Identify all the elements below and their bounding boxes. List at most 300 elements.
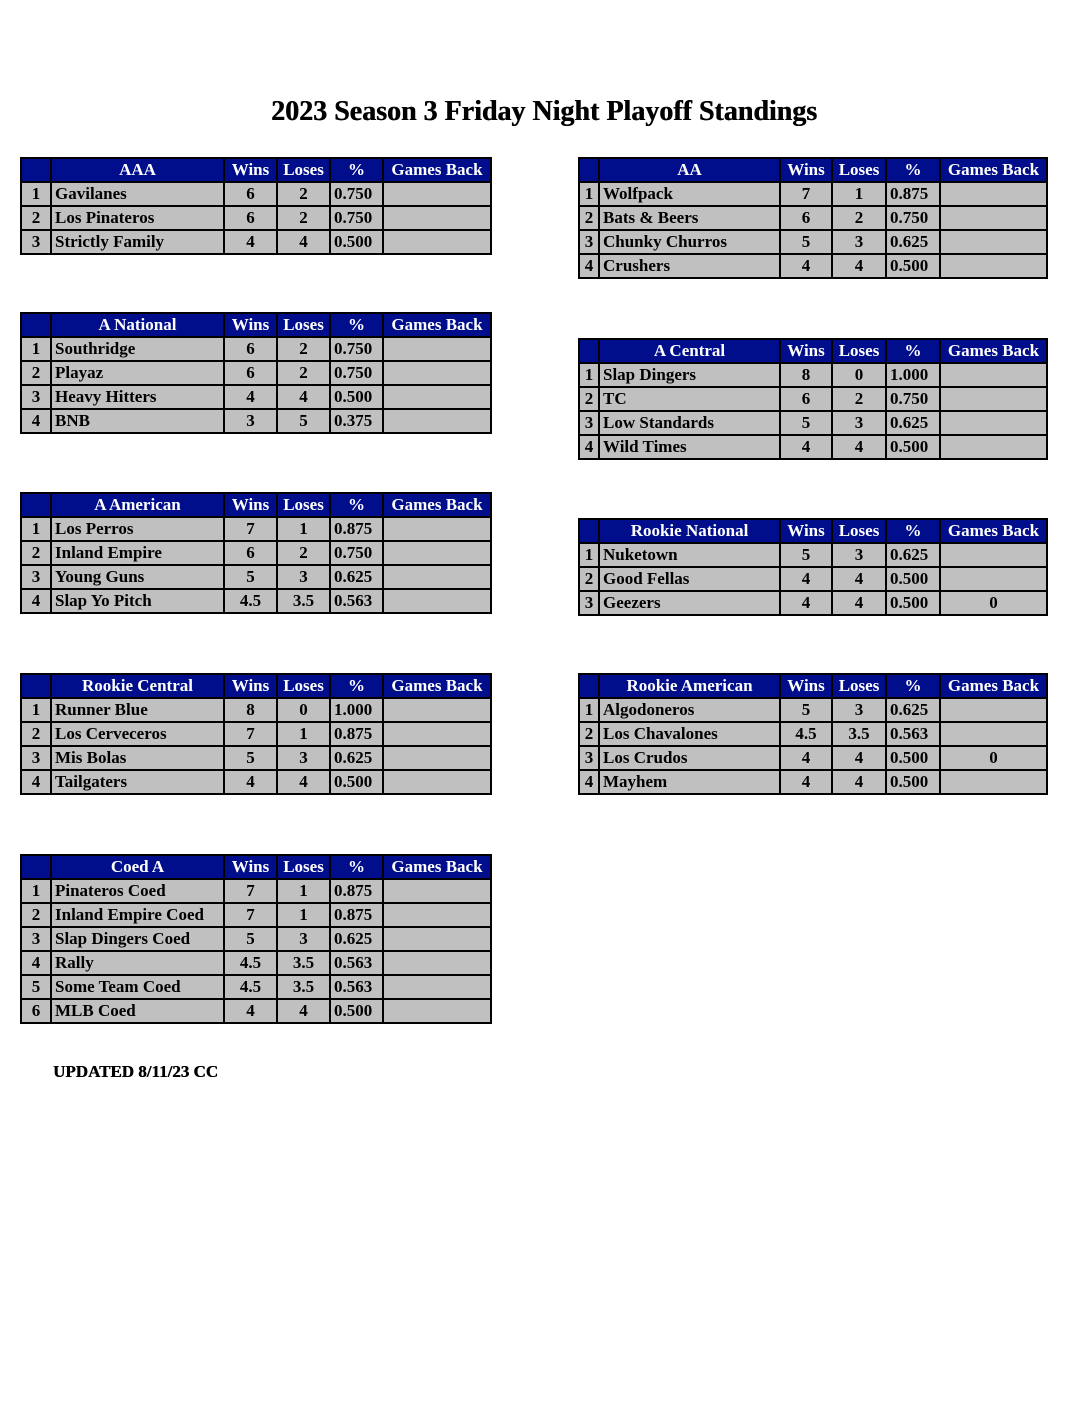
rank-cell: 4 xyxy=(21,770,51,794)
pct-cell: 0.750 xyxy=(886,387,940,411)
header-pct: % xyxy=(886,519,940,543)
header-games-back: Games Back xyxy=(383,493,491,517)
team-row xyxy=(579,746,1047,770)
header-rank-cell xyxy=(21,158,51,182)
games-back-cell xyxy=(383,337,491,361)
loses-cell: 3 xyxy=(832,698,886,722)
header-loses: Loses xyxy=(277,674,330,698)
team-name: Tailgaters xyxy=(51,770,224,794)
loses-cell: 4 xyxy=(277,385,330,409)
games-back-cell xyxy=(383,409,491,433)
loses-cell: 3.5 xyxy=(277,975,330,999)
games-back-cell xyxy=(940,230,1047,254)
team-row xyxy=(579,182,1047,206)
header-wins: Wins xyxy=(780,339,832,363)
games-back-cell xyxy=(383,541,491,565)
rank-cell: 5 xyxy=(21,975,51,999)
games-back-cell xyxy=(383,879,491,903)
team-row xyxy=(21,879,491,903)
wins-cell: 5 xyxy=(780,230,832,254)
rank-cell: 2 xyxy=(21,361,51,385)
header-pct: % xyxy=(886,339,940,363)
header-wins: Wins xyxy=(780,674,832,698)
loses-cell: 1 xyxy=(277,879,330,903)
games-back-cell xyxy=(383,182,491,206)
games-back-cell xyxy=(940,567,1047,591)
games-back-cell xyxy=(383,975,491,999)
header-row xyxy=(579,158,1047,182)
pct-cell: 0.625 xyxy=(886,698,940,722)
header-loses: Loses xyxy=(277,158,330,182)
team-name: Slap Yo Pitch xyxy=(51,589,224,613)
header-games-back: Games Back xyxy=(383,158,491,182)
team-name: Wolfpack xyxy=(599,182,780,206)
team-row xyxy=(21,999,491,1023)
division-table-a-central xyxy=(578,338,1048,460)
rank-cell: 3 xyxy=(21,746,51,770)
wins-cell: 4 xyxy=(224,385,277,409)
wins-cell: 4 xyxy=(780,591,832,615)
team-row xyxy=(21,698,491,722)
wins-cell: 7 xyxy=(780,182,832,206)
division-table-rookie-central xyxy=(20,673,492,795)
team-name: BNB xyxy=(51,409,224,433)
loses-cell: 2 xyxy=(277,182,330,206)
pct-cell: 0.625 xyxy=(330,927,383,951)
games-back-cell xyxy=(383,230,491,254)
division-table-rookie-national xyxy=(578,518,1048,616)
team-name: Young Guns xyxy=(51,565,224,589)
header-loses: Loses xyxy=(832,158,886,182)
team-name: Runner Blue xyxy=(51,698,224,722)
header-row xyxy=(579,519,1047,543)
rank-cell: 1 xyxy=(21,517,51,541)
team-row xyxy=(21,722,491,746)
division-name: Rookie American xyxy=(599,674,780,698)
header-row xyxy=(21,855,491,879)
wins-cell: 5 xyxy=(224,927,277,951)
pct-cell: 0.625 xyxy=(330,565,383,589)
loses-cell: 1 xyxy=(277,903,330,927)
pct-cell: 0.500 xyxy=(886,746,940,770)
header-loses: Loses xyxy=(832,339,886,363)
team-name: Wild Times xyxy=(599,435,780,459)
wins-cell: 7 xyxy=(224,879,277,903)
rank-cell: 2 xyxy=(579,567,599,591)
rank-cell: 2 xyxy=(21,541,51,565)
pct-cell: 0.625 xyxy=(330,746,383,770)
team-row xyxy=(579,435,1047,459)
header-rank-cell xyxy=(21,313,51,337)
rank-cell: 6 xyxy=(21,999,51,1023)
header-games-back: Games Back xyxy=(940,674,1047,698)
team-row xyxy=(21,182,491,206)
wins-cell: 6 xyxy=(224,337,277,361)
pct-cell: 0.500 xyxy=(886,591,940,615)
header-loses: Loses xyxy=(832,519,886,543)
pct-cell: 0.625 xyxy=(886,411,940,435)
header-games-back: Games Back xyxy=(383,674,491,698)
team-name: Inland Empire xyxy=(51,541,224,565)
wins-cell: 6 xyxy=(224,182,277,206)
team-row xyxy=(21,951,491,975)
loses-cell: 4 xyxy=(832,435,886,459)
games-back-cell xyxy=(383,951,491,975)
games-back-cell xyxy=(940,770,1047,794)
games-back-cell: 0 xyxy=(940,746,1047,770)
team-row xyxy=(21,746,491,770)
games-back-cell xyxy=(383,206,491,230)
loses-cell: 0 xyxy=(277,698,330,722)
rank-cell: 2 xyxy=(21,722,51,746)
header-pct: % xyxy=(330,158,383,182)
rank-cell: 3 xyxy=(579,591,599,615)
pct-cell: 0.750 xyxy=(330,541,383,565)
pct-cell: 0.500 xyxy=(330,770,383,794)
rank-cell: 4 xyxy=(579,770,599,794)
team-row xyxy=(579,591,1047,615)
games-back-cell xyxy=(383,722,491,746)
games-back-cell xyxy=(383,999,491,1023)
games-back-cell xyxy=(940,435,1047,459)
header-rank-cell xyxy=(579,158,599,182)
rank-cell: 4 xyxy=(21,589,51,613)
pct-cell: 0.625 xyxy=(886,543,940,567)
wins-cell: 4 xyxy=(780,254,832,278)
loses-cell: 3.5 xyxy=(832,722,886,746)
rank-cell: 1 xyxy=(579,698,599,722)
team-name: Geezers xyxy=(599,591,780,615)
games-back-cell xyxy=(383,927,491,951)
team-name: Crushers xyxy=(599,254,780,278)
rank-cell: 1 xyxy=(21,879,51,903)
rank-cell: 3 xyxy=(21,230,51,254)
loses-cell: 4 xyxy=(832,567,886,591)
header-rank-cell xyxy=(21,674,51,698)
team-row xyxy=(579,722,1047,746)
wins-cell: 4.5 xyxy=(224,951,277,975)
team-name: Low Standards xyxy=(599,411,780,435)
division-table-a-american xyxy=(20,492,492,614)
header-row xyxy=(579,674,1047,698)
header-loses: Loses xyxy=(277,493,330,517)
games-back-cell xyxy=(940,411,1047,435)
team-row xyxy=(21,385,491,409)
pct-cell: 0.500 xyxy=(886,435,940,459)
header-pct: % xyxy=(330,855,383,879)
rank-cell: 1 xyxy=(21,698,51,722)
team-name: MLB Coed xyxy=(51,999,224,1023)
rank-cell: 2 xyxy=(21,206,51,230)
header-pct: % xyxy=(330,674,383,698)
games-back-cell xyxy=(383,385,491,409)
pct-cell: 0.563 xyxy=(330,951,383,975)
header-loses: Loses xyxy=(277,313,330,337)
team-row xyxy=(21,541,491,565)
pct-cell: 0.500 xyxy=(886,770,940,794)
team-row xyxy=(21,361,491,385)
rank-cell: 4 xyxy=(21,951,51,975)
team-row xyxy=(21,903,491,927)
games-back-cell xyxy=(940,722,1047,746)
header-pct: % xyxy=(330,313,383,337)
team-row xyxy=(21,975,491,999)
loses-cell: 4 xyxy=(832,254,886,278)
loses-cell: 4 xyxy=(277,999,330,1023)
loses-cell: 2 xyxy=(832,387,886,411)
team-row xyxy=(21,770,491,794)
rank-cell: 2 xyxy=(579,722,599,746)
team-name: Mis Bolas xyxy=(51,746,224,770)
header-wins: Wins xyxy=(780,519,832,543)
wins-cell: 5 xyxy=(780,698,832,722)
division-name: AA xyxy=(599,158,780,182)
pct-cell: 0.750 xyxy=(886,206,940,230)
loses-cell: 2 xyxy=(277,206,330,230)
rank-cell: 4 xyxy=(579,435,599,459)
rank-cell: 3 xyxy=(21,565,51,589)
games-back-cell xyxy=(383,770,491,794)
team-row xyxy=(579,387,1047,411)
pct-cell: 0.750 xyxy=(330,337,383,361)
loses-cell: 3 xyxy=(832,411,886,435)
team-name: Los Crudos xyxy=(599,746,780,770)
rank-cell: 3 xyxy=(579,411,599,435)
team-name: Chunky Churros xyxy=(599,230,780,254)
header-rank-cell xyxy=(21,855,51,879)
loses-cell: 5 xyxy=(277,409,330,433)
pct-cell: 0.875 xyxy=(886,182,940,206)
loses-cell: 3.5 xyxy=(277,951,330,975)
header-wins: Wins xyxy=(780,158,832,182)
wins-cell: 6 xyxy=(224,541,277,565)
team-name: Pinateros Coed xyxy=(51,879,224,903)
team-row xyxy=(21,517,491,541)
division-name: Coed A xyxy=(51,855,224,879)
team-row xyxy=(579,770,1047,794)
header-rank-cell xyxy=(579,674,599,698)
header-wins: Wins xyxy=(224,313,277,337)
games-back-cell xyxy=(940,387,1047,411)
team-name: Slap Dingers xyxy=(599,363,780,387)
rank-cell: 1 xyxy=(579,363,599,387)
team-row xyxy=(579,411,1047,435)
games-back-cell xyxy=(383,698,491,722)
wins-cell: 4.5 xyxy=(224,975,277,999)
team-name: Heavy Hitters xyxy=(51,385,224,409)
team-row xyxy=(21,927,491,951)
pct-cell: 0.500 xyxy=(330,385,383,409)
loses-cell: 3 xyxy=(832,230,886,254)
team-row xyxy=(21,409,491,433)
team-name: Los Perros xyxy=(51,517,224,541)
header-row xyxy=(579,339,1047,363)
games-back-cell xyxy=(940,363,1047,387)
wins-cell: 6 xyxy=(780,206,832,230)
division-table-a-national xyxy=(20,312,492,434)
games-back-cell xyxy=(383,903,491,927)
wins-cell: 5 xyxy=(780,543,832,567)
team-name: Southridge xyxy=(51,337,224,361)
wins-cell: 8 xyxy=(780,363,832,387)
team-row xyxy=(579,206,1047,230)
team-name: Nuketown xyxy=(599,543,780,567)
loses-cell: 2 xyxy=(277,361,330,385)
pct-cell: 0.625 xyxy=(886,230,940,254)
rank-cell: 1 xyxy=(21,182,51,206)
games-back-cell xyxy=(383,361,491,385)
team-name: Mayhem xyxy=(599,770,780,794)
pct-cell: 0.563 xyxy=(330,975,383,999)
team-name: Gavilanes xyxy=(51,182,224,206)
loses-cell: 4 xyxy=(277,230,330,254)
wins-cell: 5 xyxy=(780,411,832,435)
header-rank-cell xyxy=(579,339,599,363)
division-table-aa xyxy=(578,157,1048,279)
loses-cell: 4 xyxy=(832,746,886,770)
rank-cell: 3 xyxy=(579,746,599,770)
pct-cell: 0.500 xyxy=(886,254,940,278)
pct-cell: 0.375 xyxy=(330,409,383,433)
team-name: Algodoneros xyxy=(599,698,780,722)
loses-cell: 2 xyxy=(832,206,886,230)
pct-cell: 0.500 xyxy=(330,999,383,1023)
games-back-cell xyxy=(940,698,1047,722)
wins-cell: 6 xyxy=(224,361,277,385)
division-name: A American xyxy=(51,493,224,517)
team-row xyxy=(21,337,491,361)
team-name: Bats & Beers xyxy=(599,206,780,230)
loses-cell: 3 xyxy=(277,746,330,770)
team-name: Los Chavalones xyxy=(599,722,780,746)
header-games-back: Games Back xyxy=(940,158,1047,182)
header-games-back: Games Back xyxy=(940,519,1047,543)
loses-cell: 1 xyxy=(277,722,330,746)
rank-cell: 3 xyxy=(579,230,599,254)
header-pct: % xyxy=(330,493,383,517)
team-row xyxy=(21,589,491,613)
header-row xyxy=(21,313,491,337)
rank-cell: 1 xyxy=(21,337,51,361)
rank-cell: 1 xyxy=(579,543,599,567)
wins-cell: 7 xyxy=(224,517,277,541)
division-table-rookie-american xyxy=(578,673,1048,795)
wins-cell: 6 xyxy=(224,206,277,230)
pct-cell: 0.875 xyxy=(330,879,383,903)
header-wins: Wins xyxy=(224,158,277,182)
pct-cell: 0.750 xyxy=(330,182,383,206)
rank-cell: 2 xyxy=(579,206,599,230)
header-wins: Wins xyxy=(224,855,277,879)
loses-cell: 3.5 xyxy=(277,589,330,613)
header-row xyxy=(21,158,491,182)
team-name: Los Pinateros xyxy=(51,206,224,230)
loses-cell: 4 xyxy=(832,770,886,794)
rank-cell: 4 xyxy=(21,409,51,433)
team-name: TC xyxy=(599,387,780,411)
team-name: Some Team Coed xyxy=(51,975,224,999)
team-row xyxy=(21,206,491,230)
rank-cell: 4 xyxy=(579,254,599,278)
header-loses: Loses xyxy=(832,674,886,698)
loses-cell: 4 xyxy=(832,591,886,615)
wins-cell: 7 xyxy=(224,903,277,927)
wins-cell: 4 xyxy=(224,770,277,794)
loses-cell: 2 xyxy=(277,541,330,565)
rank-cell: 1 xyxy=(579,182,599,206)
header-wins: Wins xyxy=(224,674,277,698)
team-name: Playaz xyxy=(51,361,224,385)
pct-cell: 0.563 xyxy=(886,722,940,746)
division-name: AAA xyxy=(51,158,224,182)
header-loses: Loses xyxy=(277,855,330,879)
rank-cell: 3 xyxy=(21,927,51,951)
games-back-cell xyxy=(383,746,491,770)
loses-cell: 2 xyxy=(277,337,330,361)
pct-cell: 1.000 xyxy=(886,363,940,387)
division-table-coed-a xyxy=(20,854,492,1024)
updated-note: UPDATED 8/11/23 CC xyxy=(53,1062,218,1081)
wins-cell: 4 xyxy=(780,567,832,591)
team-row xyxy=(579,543,1047,567)
wins-cell: 4 xyxy=(780,435,832,459)
wins-cell: 4 xyxy=(224,999,277,1023)
team-name: Slap Dingers Coed xyxy=(51,927,224,951)
header-row xyxy=(21,493,491,517)
division-name: A Central xyxy=(599,339,780,363)
wins-cell: 5 xyxy=(224,565,277,589)
loses-cell: 4 xyxy=(277,770,330,794)
team-row xyxy=(579,567,1047,591)
header-games-back: Games Back xyxy=(383,313,491,337)
loses-cell: 3 xyxy=(277,927,330,951)
wins-cell: 8 xyxy=(224,698,277,722)
loses-cell: 0 xyxy=(832,363,886,387)
pct-cell: 1.000 xyxy=(330,698,383,722)
games-back-cell xyxy=(383,589,491,613)
team-name: Los Cerveceros xyxy=(51,722,224,746)
wins-cell: 3 xyxy=(224,409,277,433)
games-back-cell: 0 xyxy=(940,591,1047,615)
pct-cell: 0.563 xyxy=(330,589,383,613)
team-row xyxy=(21,230,491,254)
rank-cell: 2 xyxy=(21,903,51,927)
division-name: Rookie Central xyxy=(51,674,224,698)
loses-cell: 1 xyxy=(832,182,886,206)
games-back-cell xyxy=(383,517,491,541)
team-name: Inland Empire Coed xyxy=(51,903,224,927)
header-pct: % xyxy=(886,674,940,698)
page-title: 2023 Season 3 Friday Night Playoff Standings xyxy=(270,96,818,127)
games-back-cell xyxy=(940,206,1047,230)
pct-cell: 0.500 xyxy=(330,230,383,254)
pct-cell: 0.750 xyxy=(330,206,383,230)
rank-cell: 3 xyxy=(21,385,51,409)
pct-cell: 0.875 xyxy=(330,903,383,927)
wins-cell: 7 xyxy=(224,722,277,746)
header-pct: % xyxy=(886,158,940,182)
header-games-back: Games Back xyxy=(383,855,491,879)
team-name: Strictly Family xyxy=(51,230,224,254)
header-games-back: Games Back xyxy=(940,339,1047,363)
loses-cell: 3 xyxy=(277,565,330,589)
pct-cell: 0.875 xyxy=(330,722,383,746)
games-back-cell xyxy=(940,182,1047,206)
pct-cell: 0.500 xyxy=(886,567,940,591)
games-back-cell xyxy=(383,565,491,589)
wins-cell: 6 xyxy=(780,387,832,411)
wins-cell: 4.5 xyxy=(224,589,277,613)
